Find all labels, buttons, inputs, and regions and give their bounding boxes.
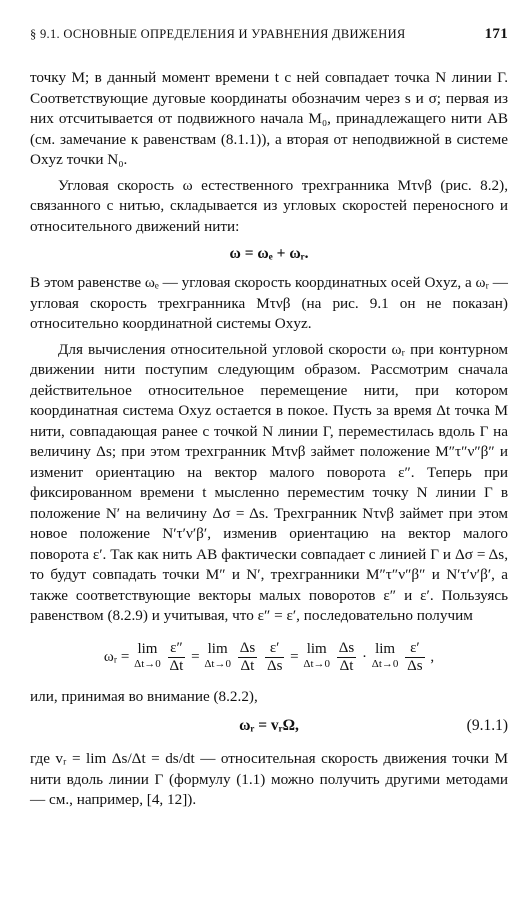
paragraph-3: В этом равенстве ωₑ — угловая скорость координатных осей Oxyz, а ωᵣ — угловая скорость трехгранника Mτνβ (на рис. 9.1 он не показан) относительно координатной системы Oxyz. — [30, 274, 508, 332]
limit-operator-4 — [372, 642, 399, 672]
fraction-numerator: ε′ — [265, 640, 284, 658]
page-number: 171 — [484, 26, 508, 42]
section-title: § 9.1. ОСНОВНЫЕ ОПРЕДЕЛЕНИЯ И УРАВНЕНИЯ ДВИЖЕНИЯ — [30, 27, 406, 41]
multiplication-dot: · — [362, 648, 368, 665]
fraction-denominator: Δt — [339, 657, 354, 674]
equation-body: ωᵣ = vᵣΩ, — [239, 717, 299, 734]
paragraph-6: где vᵣ = lim Δs/Δt = ds/dt — относительная скорость движения точки M нити вдоль линии Г (формулу (1.1) можно получить другими методами — см., например, [4, 12]). — [30, 750, 508, 808]
limit-operator-1 — [134, 642, 161, 672]
lim-word: lim — [207, 641, 228, 658]
fraction-5 — [405, 640, 424, 675]
running-head — [30, 26, 508, 60]
lim-subscript: Δt→0 — [204, 658, 231, 671]
fraction-numerator: Δs — [338, 639, 355, 656]
fraction-2 — [238, 640, 257, 675]
equation-number: (9.1.1) — [466, 717, 508, 734]
fraction-numerator: Δs — [239, 639, 256, 656]
fraction-denominator: Δs — [266, 657, 283, 674]
limit-operator-2 — [204, 642, 231, 672]
fraction-denominator: Δt — [169, 657, 184, 674]
document-page — [30, 26, 508, 811]
paragraph-5: или, принимая во внимание (8.2.2), — [30, 687, 258, 705]
lim-subscript: Δt→0 — [134, 658, 161, 671]
lim-word: lim — [137, 641, 158, 658]
fraction-numerator: ε″ — [168, 640, 186, 658]
paragraph-4: Для вычисления относительной угловой скорости ωᵣ при контурном движении нити поступим следующим образом. Рассмотрим сначала действительное относительное перемещение нити, при котором координатная система Oxyz остается в покое. Пусть за время Δt точка M нити, совпадающая ранее с точкой N линии Г, переместилась вдоль Г на величину Δs; при этом трехгранник Mτνβ займет положение M″τ″ν″β″ и изменит ориентацию на вектор малого поворота ε″. Теперь при фиксированном времени t мысленно переместим точку N линии Г в положение N′ на величину Δσ = Δs. Трехгранник Nτνβ займет при этом новое положение N′τ′ν′β′, изменив ориентацию на вектор малого поворота ε′. Так как нить AB фактически совпадает с линией Г и Δσ = Δs, то будут совпадать точки M″ и N′, трехгранники M″τ″ν″β″ и N′τ′ν′β′, а также соответствующие векторы малых поворотов ε″ и ε′. Пользуясь равенством (8.2.9) и учитывая, что ε″ = ε′, последовательно получим — [30, 340, 508, 624]
lim-subscript: Δt→0 — [303, 658, 331, 671]
paragraph-2: Угловая скорость ω естественного трехгранника Mτνβ (рис. 8.2), связанного с нитью, складывается из угловых скоростей переносного и относительного движений нити: — [30, 176, 508, 235]
lim-subscript: Δt→0 — [371, 658, 399, 671]
lim-word: lim — [306, 641, 327, 658]
eq-lhs: ωᵣ = — [103, 648, 130, 665]
eq-sign: = — [191, 648, 200, 665]
eq-tail-comma: , — [430, 648, 435, 665]
limit-operator-3 — [303, 642, 330, 672]
fraction-numerator: ε′ — [405, 640, 424, 658]
eq-sign: = — [290, 648, 299, 665]
fraction-4 — [337, 640, 356, 675]
fraction-denominator: Δt — [240, 657, 255, 674]
fraction-1 — [168, 640, 186, 675]
paragraph-1: точку M; в данный момент времени t с ней совпадает точка N линии Г. Соответствующие дуговые координаты обозначим через s и σ; первая из них отсчитывается от подвижного начала M₀, принадлежащего нити AB (см. замечание к равенствам (8.1.1)), а вторая от неподвижной в системе Oxyz точки N₀. — [30, 69, 508, 168]
equation-9-1-1 — [30, 713, 508, 739]
lim-word: lim — [375, 641, 396, 658]
fraction-3 — [265, 640, 284, 675]
fraction-denominator: Δs — [407, 657, 423, 674]
equation-limit-chain — [30, 637, 508, 677]
equation-angular-velocity-sum: ω = ωₑ + ωᵣ. — [229, 245, 309, 262]
